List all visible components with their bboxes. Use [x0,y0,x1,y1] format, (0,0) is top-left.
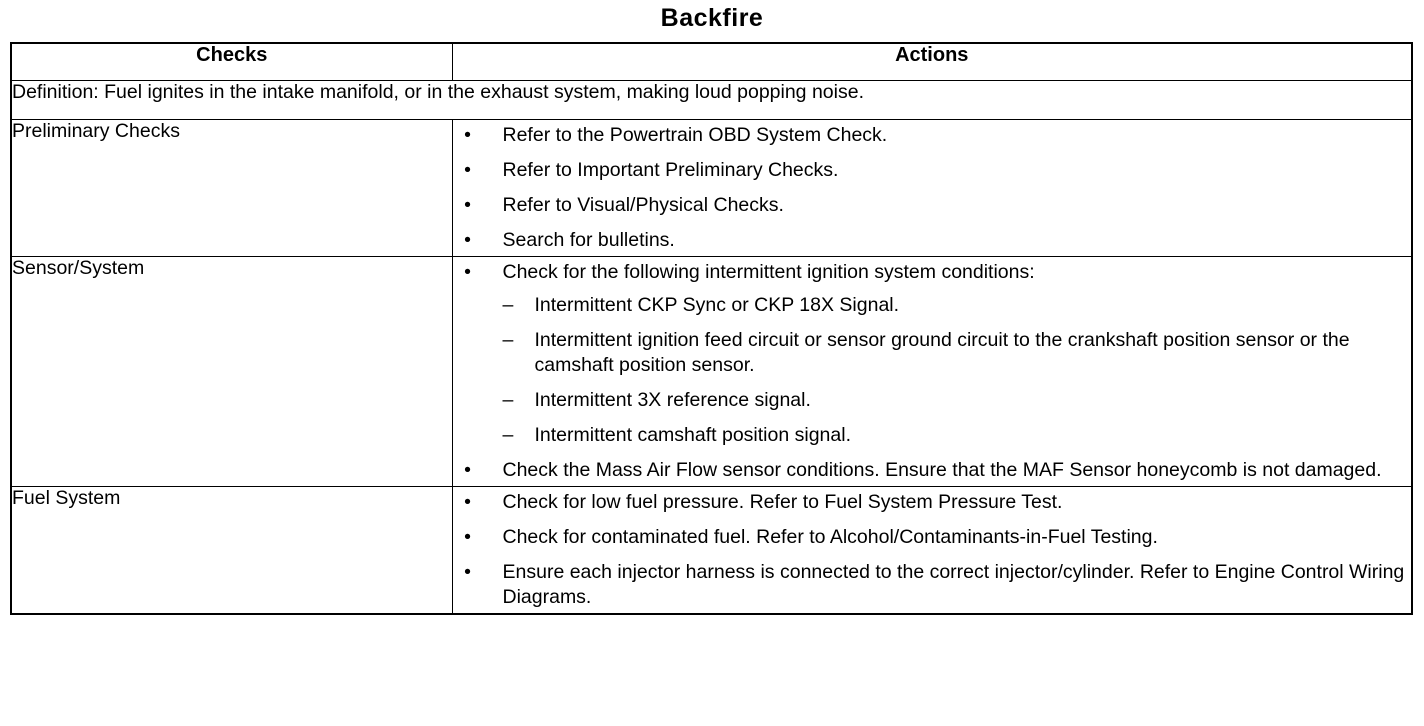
action-text: Search for bulletins. [502,229,675,251]
table-row [11,120,1412,257]
action-list [453,260,1412,483]
action-list [453,123,1412,253]
action-item [453,490,1412,515]
bullet-icon: • [464,561,471,583]
sub-action-item [503,423,1412,448]
bullet-icon: • [464,159,471,181]
sub-action-item [503,328,1412,378]
dash-icon: – [502,389,514,411]
table-row [11,487,1412,615]
action-text: Check for low fuel pressure. Refer to Fuel System Pressure Test. [502,491,1063,513]
sub-action-text: Intermittent camshaft position signal. [534,424,851,446]
action-text: Check the Mass Air Flow sensor conditions. Ensure that the MAF Sensor honeycomb is not damaged. [502,459,1382,481]
action-item [453,158,1412,183]
bullet-icon: • [464,491,471,513]
action-text: Refer to the Powertrain OBD System Check. [502,124,888,146]
definition-row [11,81,1412,120]
check-cell: Fuel System [11,487,452,615]
actions-cell [452,120,1412,257]
actions-cell [452,487,1412,615]
bullet-icon: • [464,229,471,251]
action-item [453,228,1412,253]
sub-action-item [503,388,1412,413]
definition-text: Definition: Fuel ignites in the intake manifold, or in the exhaust system, making loud popping noise. [11,81,1412,120]
action-item [453,260,1412,448]
action-text: Refer to Visual/Physical Checks. [502,194,784,216]
bullet-icon: • [464,526,471,548]
header-row [11,43,1412,81]
action-item [453,560,1412,610]
sub-action-text: Intermittent CKP Sync or CKP 18X Signal. [534,294,900,316]
action-item [453,123,1412,148]
action-text: Check for contaminated fuel. Refer to Alcohol/Contaminants-in-Fuel Testing. [502,526,1158,548]
action-text: Ensure each injector harness is connected to the correct injector/cylinder. Refer to Engine Control Wiring Diagrams. [502,561,1405,608]
header-actions: Actions [452,43,1412,81]
dash-icon: – [502,294,514,316]
bullet-icon: • [464,124,471,146]
page-title: Backfire [660,4,764,32]
table-row [11,257,1412,487]
diagnostic-table [10,42,1413,615]
header-checks: Checks [11,43,452,81]
dash-icon: – [502,424,514,446]
bullet-icon: • [464,459,471,481]
bullet-icon: • [464,194,471,216]
sub-action-item [503,293,1412,318]
sub-action-list [503,293,1412,448]
action-item [453,458,1412,483]
sub-action-text: Intermittent 3X reference signal. [534,389,811,411]
check-cell: Preliminary Checks [11,120,452,257]
dash-icon: – [502,329,514,351]
sub-action-text: Intermittent ignition feed circuit or sensor ground circuit to the crankshaft position sensor or the camshaft position sensor. [534,329,1350,376]
actions-cell [452,257,1412,487]
action-item [453,193,1412,218]
bullet-icon: • [464,261,471,283]
action-text: Check for the following intermittent ignition system conditions: [502,261,1035,283]
action-list [453,490,1412,610]
action-item [453,525,1412,550]
check-cell: Sensor/System [11,257,452,487]
action-text: Refer to Important Preliminary Checks. [502,159,839,181]
